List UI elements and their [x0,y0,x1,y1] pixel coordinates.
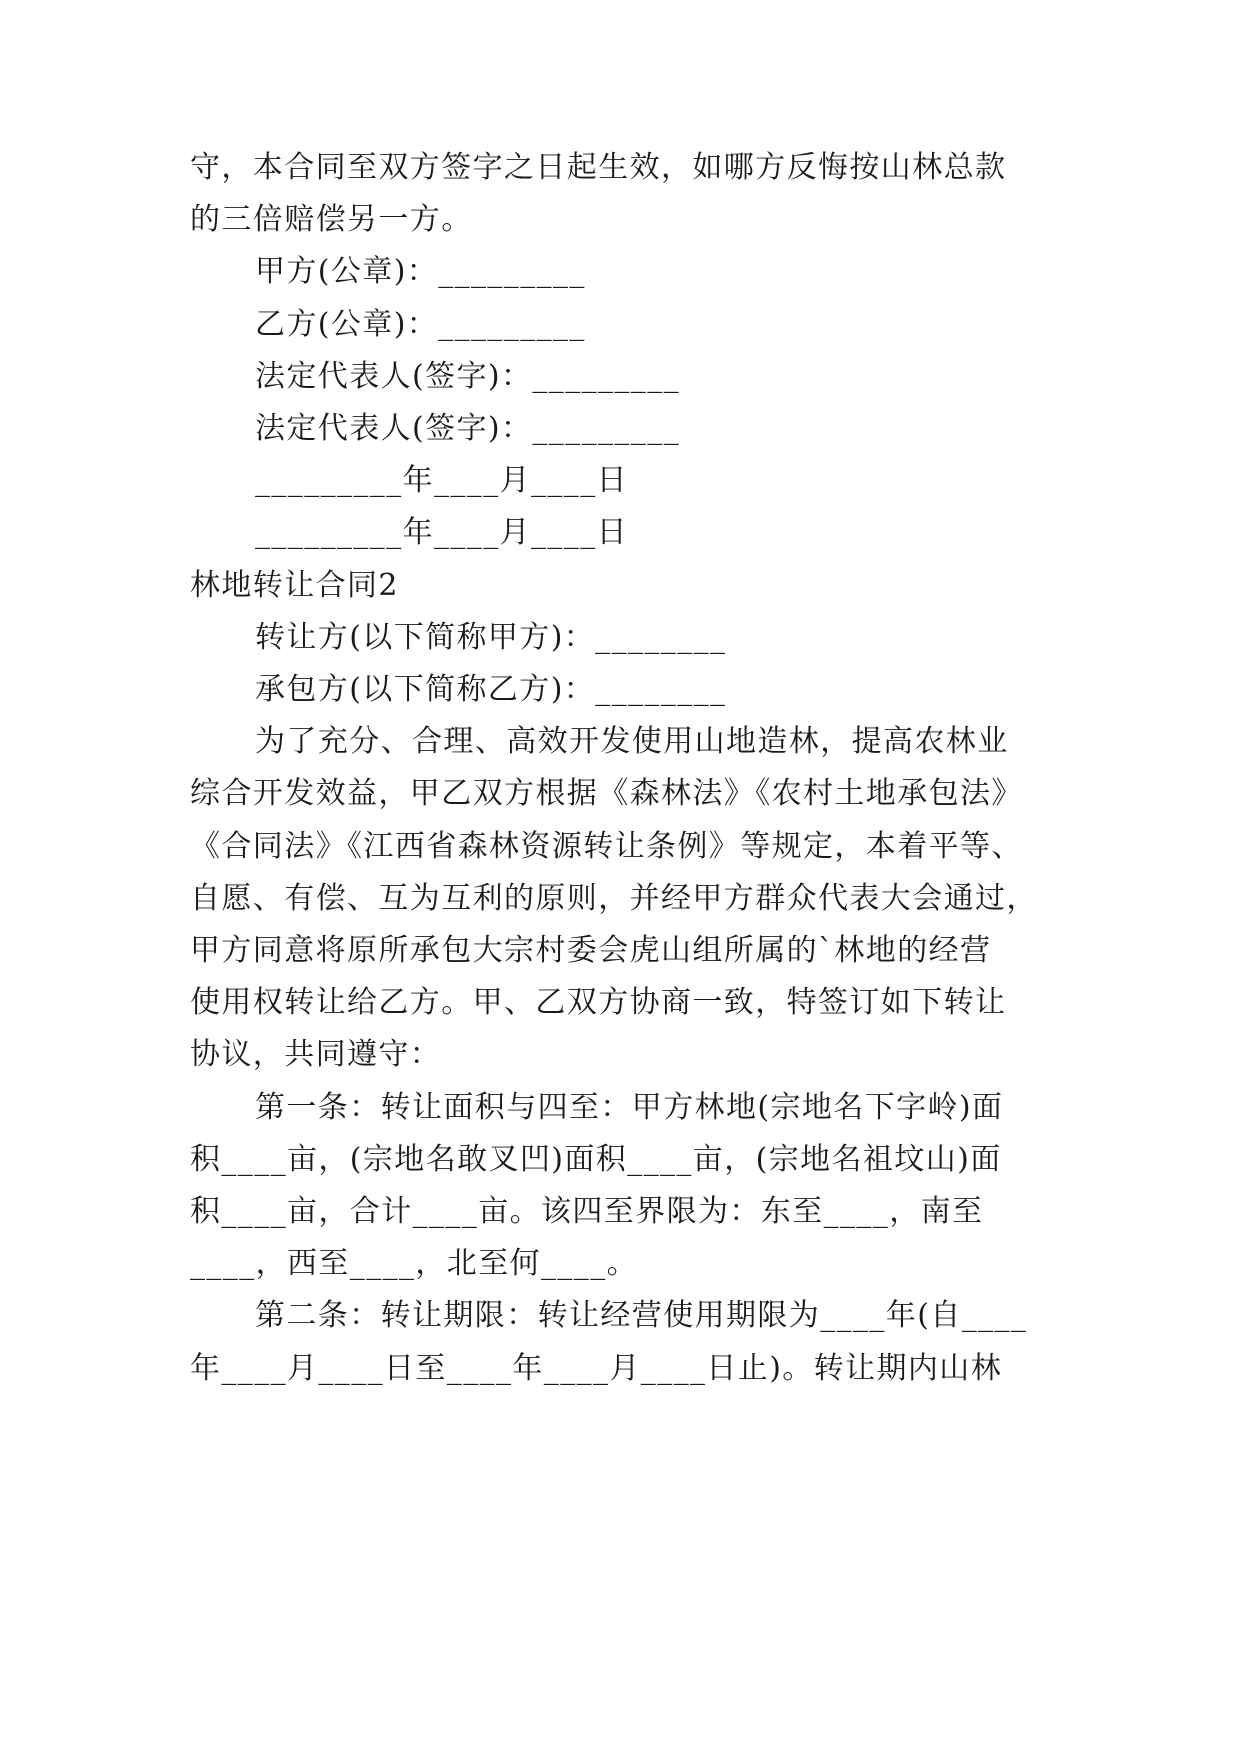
text-line: 的三倍赔偿另一方。 [190,202,473,237]
text-line: 甲方同意将原所承包大宗村委会虎山组所属的`林地的经营 [190,933,992,968]
section-title: 林地转让合同2 [190,568,399,603]
contractor-line: 承包方(以下简称乙方)：________ [255,672,727,707]
text-line: 《合同法》《江西省森林资源转让条例》等规定，本着平等、 [190,829,1023,864]
text-line: 为了充分、合理、高效开发使用山地造林，提高农林业 [255,724,1009,759]
text-line: 综合开发效益，甲乙双方根据《森林法》《农村土地承包法》 [190,776,1023,811]
article-line: 第一条：转让面积与四至：甲方林地(宗地名下字岭)面 [255,1090,1004,1125]
text-line: 使用权转让给乙方。甲、乙双方协商一致，特签订如下转让 [190,985,1007,1020]
text-line: 积____亩，合计____亩。该四至界限为：东至____，南至 [190,1194,984,1229]
signature-party-a-seal: 甲方(公章)：_________ [255,254,586,289]
signature-legal-rep-b: 法定代表人(签字)：_________ [255,411,681,446]
text-line: 积____亩，(宗地名敢叉凹)面积____亩，(宗地名祖坟山)面 [190,1142,1002,1177]
text-line: ____，西至____，北至何____。 [190,1246,638,1281]
text-line: 年____月____日至____年____月____日止)。转让期内山林 [190,1351,1003,1386]
text-line: 协议，共同遵守： [190,1037,442,1072]
article-line: 第二条：转让期限：转让经营使用期限为____年(自____ [255,1298,1028,1333]
date-line: _________年____月____日 [255,463,628,498]
signature-legal-rep-a: 法定代表人(签字)：_________ [255,359,681,394]
date-line: _________年____月____日 [255,515,628,550]
transferor-line: 转让方(以下简称甲方)：________ [255,620,727,655]
text-line: 自愿、有偿、互为互利的原则，并经甲方群众代表大会通过， [190,881,1038,916]
signature-party-b-seal: 乙方(公章)：_________ [255,307,586,342]
text-line: 守，本合同至双方签字之日起生效，如哪方反悔按山林总款 [190,150,1007,185]
